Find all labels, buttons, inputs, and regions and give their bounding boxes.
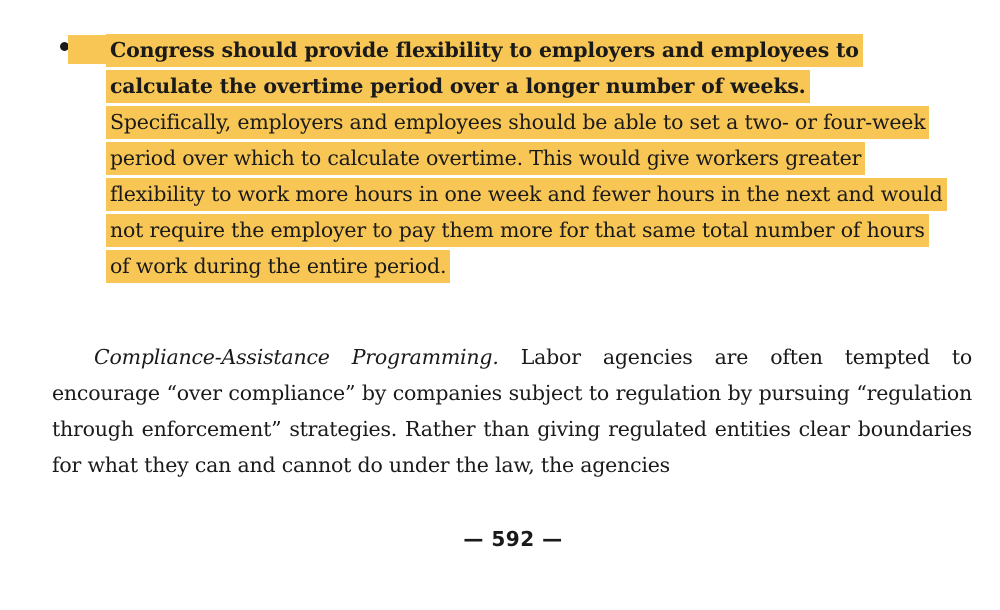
bullet-text[interactable] [106, 32, 946, 284]
highlight-lead [68, 35, 106, 64]
paragraph-italic-heading: Compliance-Assistance Programming. [94, 344, 499, 369]
paragraph-text: Labor agencies are often tempted to encourage “over compliance” by companies subject to regulation by pursuing “regulation through enforcement” strategies. Rather than giving regulated entities clear boundaries for what they can and cannot do under the law, the agencies [52, 344, 972, 477]
bullet-body-text: Specifically, employers and employees should be able to set a two- or four-week period over which to calculate overtime. This would give workers greater flexibility to work more hours in one week and fewer hours in the next and would not require the employer to pay them more for that same total number of hours of work during the entire period. [110, 110, 943, 278]
bullet-bold-lead: Congress should provide flexibility to employers and employees to calculate the overtime period over a longer number of weeks. [110, 38, 859, 98]
body-paragraph[interactable] [52, 339, 972, 483]
page-number: — 592 — [463, 527, 563, 551]
